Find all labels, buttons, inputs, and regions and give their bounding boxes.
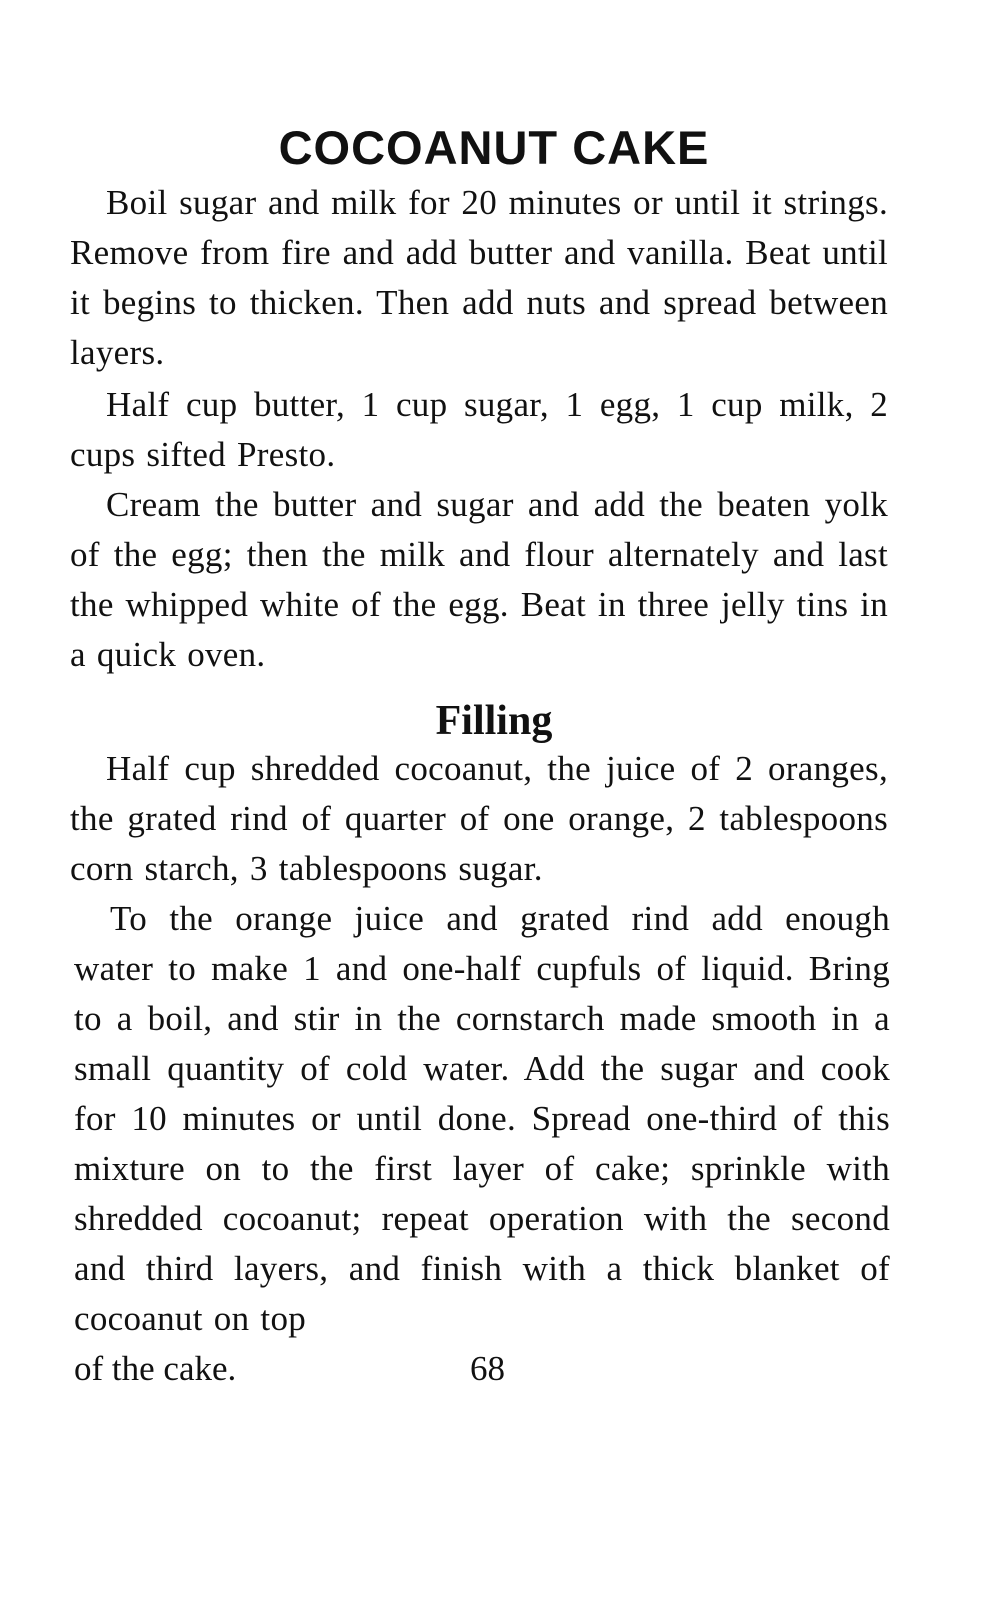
cake-ingredients: Half cup butter, 1 cup sugar, 1 egg, 1 cup milk, 2 cups sifted Presto. [70, 385, 888, 474]
filling-instructions: To the orange juice and grated rind add enough water to make 1 and one-half cupfuls of liquid. Bring to a boil, and stir in the cornstarch made smooth in a small quantity of cold water. Add the sugar and cook for 10 minutes or until done. Spread one-third of this mixture on to the first layer of cake; sprinkle with shredded cocoanut; repeat operation with the second and third layers, and finish with a thick blanket of cocoanut on top [74, 899, 890, 1338]
filling-instructions-end: of the cake. [74, 1349, 237, 1388]
cake-instructions: Cream the butter and sugar and add the beaten yolk of the egg; then the milk and flour alternately and last the whipped white of the egg. Beat in three jelly tins in a quick oven. [70, 485, 888, 674]
recipe-title: COCOANUT CAKE [278, 121, 710, 174]
frosting-instructions: Boil sugar and milk for 20 minutes or until it strings. Remove from fire and add butter and vanilla. Beat until it begins to thicken. Then add nuts and spread between layers. [70, 183, 888, 372]
filling-ingredients: Half cup shredded cocoanut, the juice of 2 oranges, the grated rind of quarter of one orange, 2 tablespoons corn starch, 3 tablespoons sugar. [70, 749, 888, 888]
page-number: 68 [470, 1349, 505, 1388]
filling-heading: Filling [435, 698, 553, 744]
